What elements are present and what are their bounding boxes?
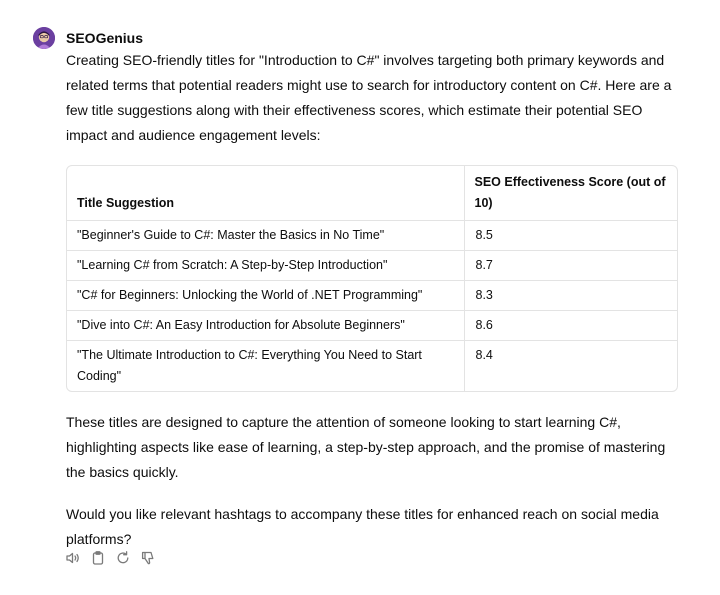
title-cell: "C# for Beginners: Unlocking the World of .NET Programming" xyxy=(67,281,464,311)
table-header-row xyxy=(67,166,677,221)
message-content xyxy=(66,48,682,552)
column-header-title: Title Suggestion xyxy=(67,166,464,221)
read-aloud-button[interactable] xyxy=(64,549,81,566)
score-cell: 8.4 xyxy=(464,341,677,392)
intro-paragraph: Creating SEO-friendly titles for "Introduction to C#" involves targeting both primary keywords and related terms that potential readers might use to search for introductory content on C#. Here are a few title suggestions along with their effectiveness scores, which estimate their potential SEO impact and audience engagement levels: xyxy=(66,52,672,143)
score-cell: 8.7 xyxy=(464,251,677,281)
score-cell: 8.3 xyxy=(464,281,677,311)
title-cell: "Dive into C#: An Easy Introduction for Absolute Beginners" xyxy=(67,311,464,341)
seogenius-avatar-icon xyxy=(33,27,55,49)
follow-up-question: Would you like relevant hashtags to accompany these titles for enhanced reach on social media platforms? xyxy=(66,506,659,547)
table-row xyxy=(67,221,677,251)
title-cell: "Beginner's Guide to C#: Master the Basics in No Time" xyxy=(67,221,464,251)
score-cell: 8.5 xyxy=(464,221,677,251)
thumbs-down-icon xyxy=(140,550,156,566)
clipboard-icon xyxy=(90,550,106,566)
table-row xyxy=(67,281,677,311)
message-actions xyxy=(64,549,156,566)
table-row xyxy=(67,251,677,281)
assistant-avatar xyxy=(33,27,55,49)
table-row xyxy=(67,341,677,392)
regenerate-icon xyxy=(115,550,131,566)
title-cell: "Learning C# from Scratch: A Step-by-Step Introduction" xyxy=(67,251,464,281)
score-cell: 8.6 xyxy=(464,311,677,341)
summary-paragraph: These titles are designed to capture the attention of someone looking to start learning C#, highlighting aspects like ease of learning, a step-by-step approach, and the promise of mastering the basics quickly. xyxy=(66,414,666,480)
regenerate-button[interactable] xyxy=(114,549,131,566)
column-header-score: SEO Effectiveness Score (out of 10) xyxy=(464,166,677,221)
speaker-icon xyxy=(65,550,81,566)
assistant-name: SEOGenius xyxy=(66,30,144,46)
table-row xyxy=(67,311,677,341)
copy-button[interactable] xyxy=(89,549,106,566)
thumbs-down-button[interactable] xyxy=(139,549,156,566)
title-cell: "The Ultimate Introduction to C#: Everything You Need to Start Coding" xyxy=(77,348,422,383)
title-suggestions-table xyxy=(66,165,678,392)
